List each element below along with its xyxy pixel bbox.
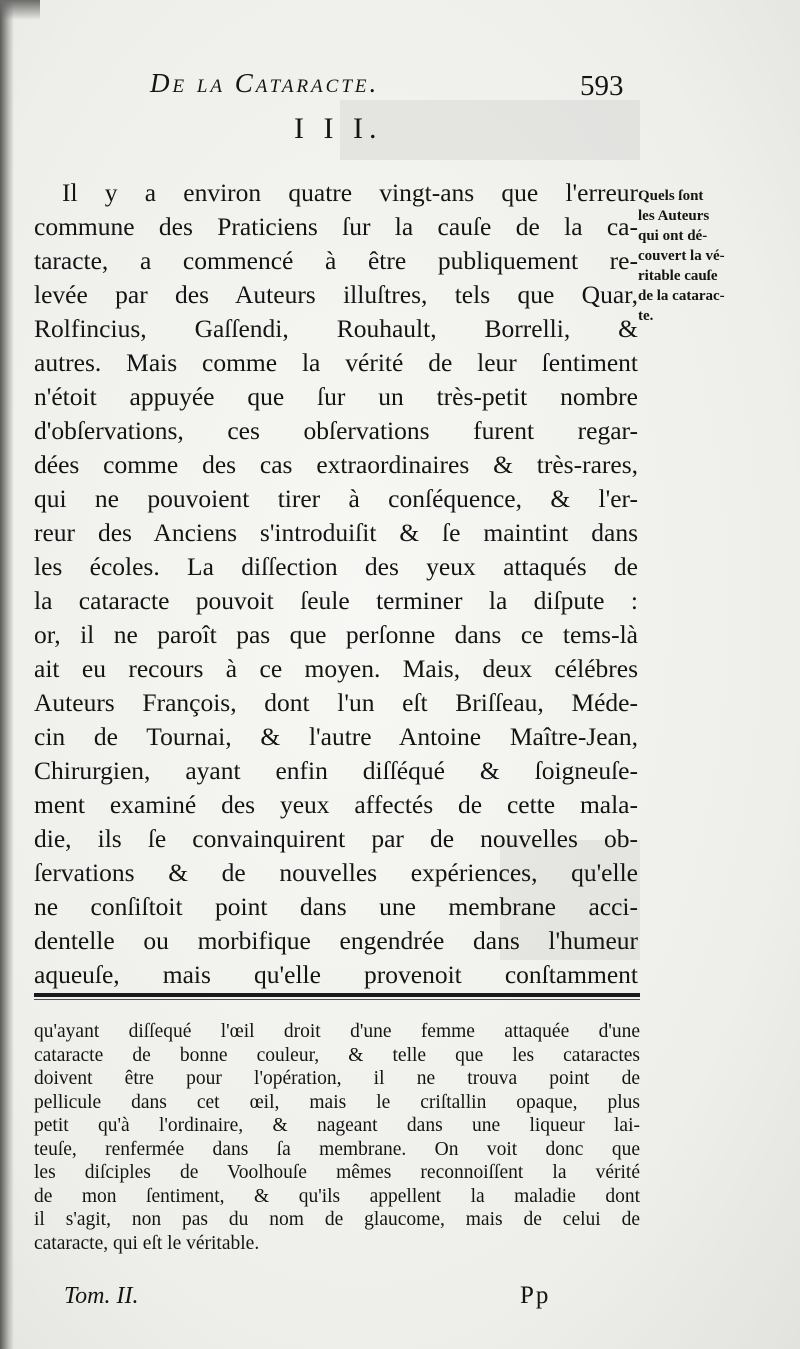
body-text-line: d'obſervations, ces obſervations furent regar- [34,416,638,445]
footnote-rule [34,993,640,997]
show-through-ink [340,100,640,160]
body-text-line: aqueuſe, mais qu'elle provenoit conſtamment [34,960,638,989]
page-corner-shadow [0,0,40,20]
footnote-line: qu'ayant diſſequé l'œil droit d'une femme attaquée d'une [34,1021,640,1042]
body-text-line: Rolfincius, Gaſſendi, Rouhault, Borrelli, & [34,314,638,343]
body-text-line: les écoles. La diſſection des yeux attaqués de [34,552,638,581]
footnote-line: pellicule dans cet œil, mais le criſtallin opaque, plus [34,1091,640,1113]
footnote-line: doivent être pour l'opération, il ne trouva point de [34,1068,640,1089]
margin-note-line: qui ont dé- [638,228,708,244]
body-text-line: dentelle ou morbifique engendrée dans l'humeur [34,926,638,955]
footnote-line: cataracte, qui eſt le véritable. [34,1232,260,1254]
footnote-line: il s'agit, non pas du nom de glaucome, mais de celui de [34,1209,640,1230]
margin-note-line: ritable cauſe [638,268,718,284]
body-text-line: n'étoit appuyée que ſur un très-petit nombre [34,382,638,411]
margin-note [638,186,766,326]
section-number: I I I. [294,112,383,145]
margin-note-line: te. [638,308,654,324]
footnote-line: petit qu'à l'ordinaire, & nageant dans une liqueur lai- [34,1115,640,1136]
main-text-block [34,176,638,992]
page-gutter-shadow [0,0,14,1349]
body-text-line: dées comme des cas extraordinaires & très-rares, [34,450,638,479]
footnote-line: cataracte de bonne couleur, & telle que les cataractes [34,1044,640,1066]
footnote-line: les diſciples de Voolhouſe mêmes reconnoiſſent la vérité [34,1162,640,1183]
body-text-line: qui ne pouvoient tirer à conſéquence, & l'er- [34,484,638,513]
body-text-line: cin de Tournai, & l'autre Antoine Maître-Jean, [34,722,638,751]
body-text-line: die, ils ſe convainquirent par de nouvelles ob- [34,824,638,853]
body-text-line: taracte, a commencé à être publiquement re- [34,246,638,275]
body-text-line: ſervations & de nouvelles expériences, qu'elle [34,858,638,887]
margin-note-line: Quels ſont [638,188,704,204]
body-text-line: ait eu recours à ce moyen. Mais, deux célébres [34,654,638,683]
running-title: De la Cataracte. [150,68,380,98]
body-text-line: ment examiné des yeux affectés de cette mala- [34,790,638,819]
page-number: 593 [580,70,624,102]
margin-note-line: couvert la vé- [638,248,725,264]
footnote-line: de mon ſentiment, & qu'ils appellent la maladie dont [34,1185,640,1207]
body-text-line: Auteurs François, dont l'un eſt Briſſeau, Méde- [34,688,638,717]
footnote-line: teuſe, renfermée dans ſa membrane. On voit donc que [34,1138,640,1160]
margin-note-line: de la catarac- [638,288,725,304]
body-text-line: levée par des Auteurs illuſtres, tels que Quar, [34,280,638,309]
body-text-line: ne conſiſtoit point dans une membrane acci- [34,892,638,921]
body-text-line: Chirurgien, ayant enfin diſſéqué & ſoigneuſe- [34,756,638,785]
body-text-line: or, il ne paroît pas que perſonne dans ce tems-là [34,620,638,649]
body-text-line: commune des Praticiens ſur la cauſe de la ca- [34,212,638,241]
body-text-line: Il y a environ quatre vingt-ans que l'erreur [62,178,638,207]
footnote-rule-thin [34,999,640,1000]
body-text-line: autres. Mais comme la vérité de leur ſentiment [34,348,638,377]
body-text-line: la cataracte pouvoit ſeule terminer la diſpute : [34,586,638,615]
signature-mark: Tom. II. [64,1283,139,1309]
footnote-block [34,1020,640,1255]
catchword: Pp [520,1282,551,1309]
margin-note-line: les Auteurs [638,208,710,224]
body-text-line: reur des Anciens s'introduiſit & ſe maintint dans [34,518,638,547]
